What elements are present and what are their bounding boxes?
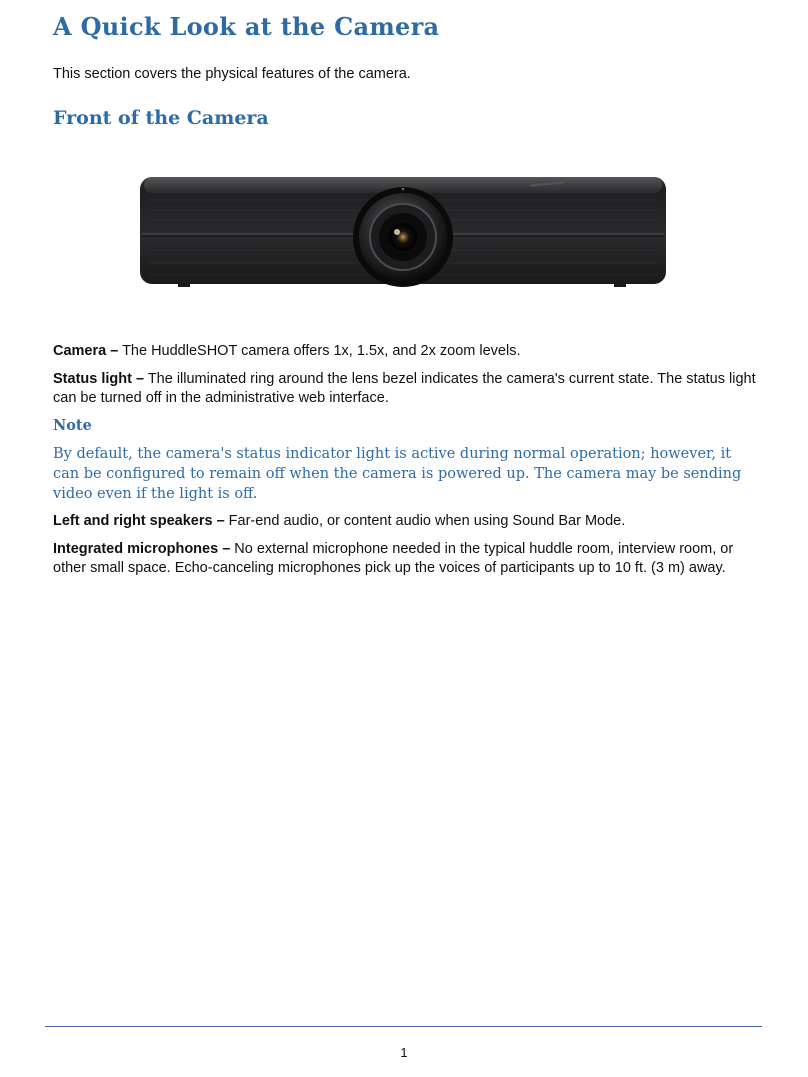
definition-term: Camera – xyxy=(53,343,119,359)
definition-microphones xyxy=(53,540,758,578)
definition-term: Integrated microphones – xyxy=(53,541,231,557)
definition-text: The illuminated ring around the lens bezel indicates the camera's current state. The status light can be turned off in the administrative web interface. xyxy=(53,371,756,406)
definition-term: Status light – xyxy=(53,371,145,387)
footer-divider xyxy=(45,1026,762,1027)
definition-text: Far-end audio, or content audio when using Sound Bar Mode. xyxy=(224,513,626,529)
page-number: 1 xyxy=(400,1045,408,1060)
definition-text: The HuddleSHOT camera offers 1x, 1.5x, and 2x zoom levels. xyxy=(118,343,521,359)
note-label: Note xyxy=(53,417,92,434)
note-text: By default, the camera's status indicator light is active during normal operation; however, it can be configured to remain off when the camera is powered up. The camera may be sending video even if the light is off. xyxy=(53,446,742,502)
definition-camera xyxy=(53,342,758,361)
section-heading: Front of the Camera xyxy=(53,107,269,129)
definition-term: Left and right speakers – xyxy=(53,513,225,529)
definition-text: No external microphone needed in the typical huddle room, interview room, or other small space. Echo-canceling microphones pick up the voices of participants up to 10 ft. (3 m) away. xyxy=(53,541,734,576)
page-title: A Quick Look at the Camera xyxy=(53,12,440,41)
intro-paragraph: This section covers the physical features of the camera. xyxy=(53,66,411,82)
definition-speakers xyxy=(53,512,758,531)
definition-status-light xyxy=(53,370,758,408)
camera-front-image xyxy=(138,175,668,291)
